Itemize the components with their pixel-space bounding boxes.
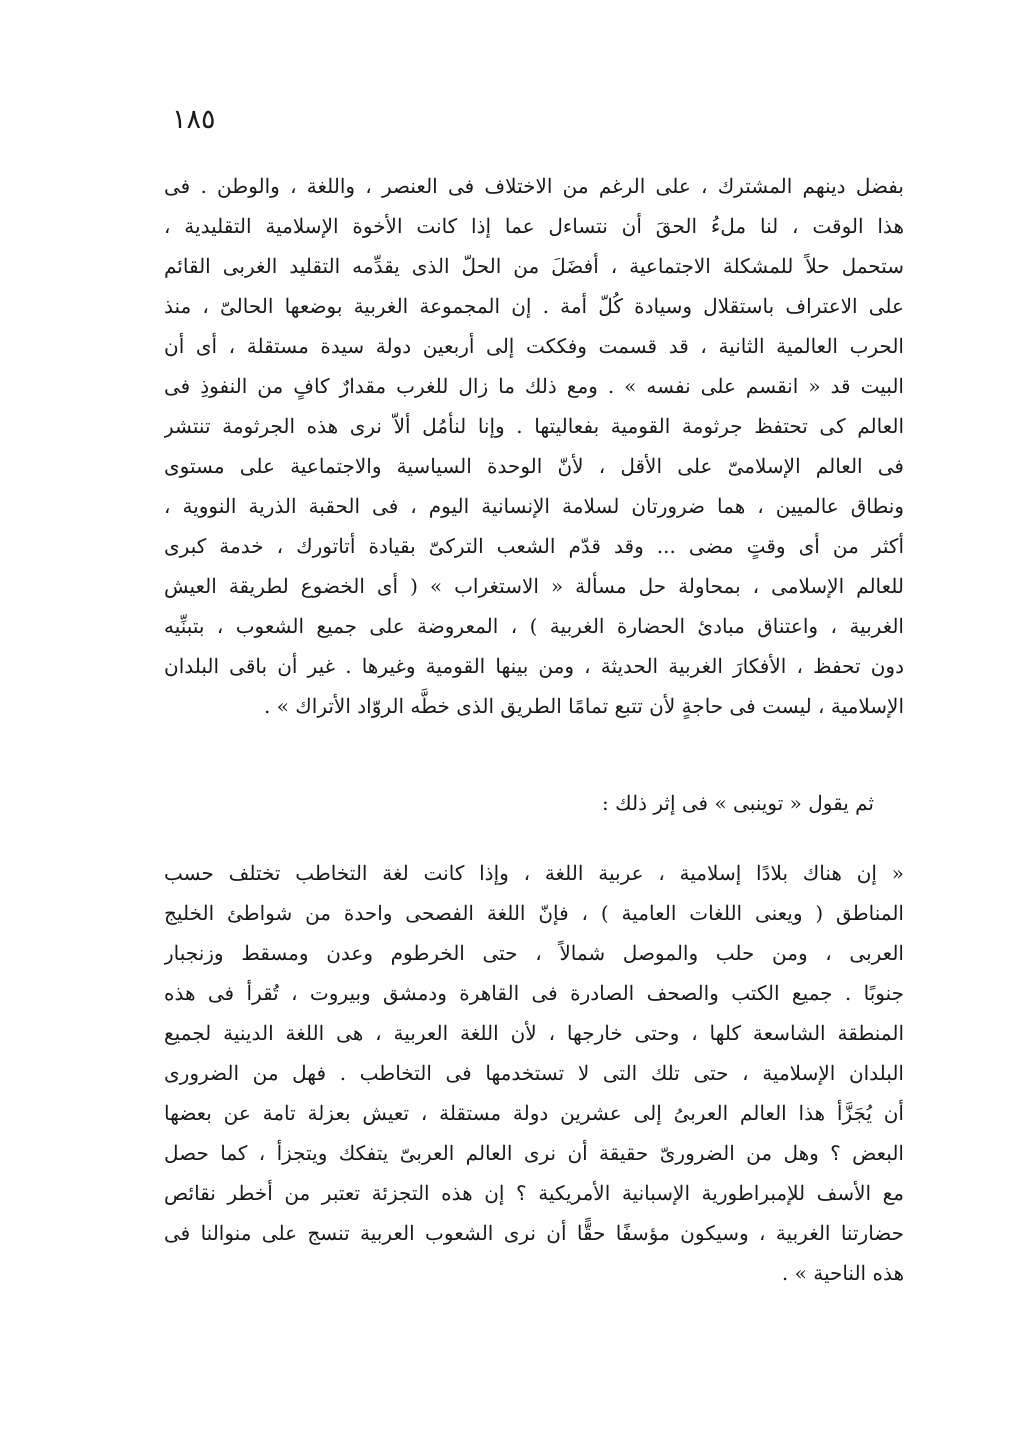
paragraph-line: للعالم الإسلامى ، بمحاولة حل مسألة « الاستغراب » ( أى الخضوع لطريقة العيش [164, 574, 904, 598]
paragraph-line: البيت قد « انقسم على نفسه » . ومع ذلك ما زال للغرب مقدارٌ كافٍ من النفوذِ فى [164, 374, 904, 398]
paragraph-line: جنوبًا . جميع الكتب والصحف الصادرة فى القاهرة ودمشق وبيروت ، تُقرأ فى هذه [164, 981, 904, 1005]
paragraph-line: العربى ، ومن حلب والموصل شمالاً ، حتى الخرطوم وعدن ومسقط وزنجبار [164, 941, 904, 965]
paragraph-line: هذه الناحية » . [781, 1261, 904, 1285]
paragraph-line: « إن هناك بلادًا إسلامية ، عربية اللغة ، وإذا كانت لغة التخاطب تختلف حسب [164, 861, 904, 885]
paragraph-line: أن يُجَزَّأ هذا العالم العربىُ إلى عشرين دولة مستقلة ، تعيش بعزلة تامة عن بعضها [164, 1101, 904, 1125]
paragraph-line: بفضل دينهم المشترك ، على الرغم من الاختلاف فى العنصر ، واللغة ، والوطن . فى [164, 174, 904, 198]
quote-intro [164, 783, 874, 823]
paragraph-line: أكثر من أى وقتٍ مضى ... وقد قدّم الشعب التركىّ بقيادة أتاتورك ، خدمة كبرى [164, 534, 904, 558]
paragraph-1 [164, 166, 904, 726]
paragraph-line: العالم كى تحتفظ جرثومة القومية بفعاليتها . وإنا لنأمُل ألاّ نرى هذه الجرثومة تنتشر [164, 414, 904, 438]
paragraph-line: البلدان الإسلامية ، حتى تلك التى لا تستخدمها فى التخاطب . فهل من الضرورى [164, 1061, 904, 1085]
paragraph-line: الحرب العالمية الثانية ، قد قسمت وفككت إلى أربعين دولة سيدة مستقلة ، أى أن [164, 334, 904, 358]
paragraph-line: الغربية ، واعتناق مبادئ الحضارة الغربية ) ، المعروضة على جميع الشعوب ، بتبنِّيه [164, 614, 904, 638]
paragraph-line: فى العالم الإسلامىّ على الأقل ، لأنّ الوحدة السياسية والاجتماعية على مستوى [164, 454, 904, 478]
paragraph-line: الإسلامية ، ليست فى حاجةٍ لأن تتبع تمامًا الطريق الذى خطَّه الروّاد الأتراك » . [263, 694, 904, 718]
paragraph-line: المناطق ( ويعنى اللغات العامية ) ، فإنّ اللغة الفصحى واحدة من شواطئ الخليج [164, 901, 904, 925]
paragraph-line: مع الأسف للإمبراطورية الإسبانية الأمريكية ؟ إن هذه التجزئة تعتبر من أخطر نقائص [164, 1181, 904, 1205]
paragraph-line: ونطاق عالميين ، هما ضرورتان لسلامة الإنسانية اليوم ، فى الحقبة الذرية النووية ، [164, 494, 904, 518]
paragraph-line: ستحمل حلاً للمشكلة الاجتماعية ، أفضَلَ من الحلّ الذى يقدِّمه التقليد الغربى القائم [164, 254, 904, 278]
paragraph-line: المنطقة الشاسعة كلها ، وحتى خارجها ، لأن اللغة العربية ، هى اللغة الدينية لجميع [164, 1021, 904, 1045]
paragraph-2-quote [164, 853, 904, 1293]
paragraph-line: حضارتنا الغربية ، وسيكون مؤسفًا حقًّا أن نرى الشعوب العربية تنسج على منوالنا فى [164, 1221, 904, 1245]
page-number: ١٨٥ [172, 104, 216, 135]
paragraph-line: البعض ؟ وهل من الضرورىّ حقيقة أن نرى العالم العربىّ يتفكك ويتجزأ ، كما حصل [164, 1141, 904, 1165]
paragraph-line: على الاعتراف باستقلال وسيادة كُلّ أمة . إن المجموعة الغربية بوضعها الحالىّ ، منذ [164, 294, 904, 318]
paragraph-line: هذا الوقت ، لنا ملءُ الحقَ أن نتساءل عما إذا كانت الأخوة الإسلامية التقليدية ، [164, 214, 904, 238]
quote-intro-line: ثم يقول « توينبى » فى إثر ذلك : [602, 791, 874, 815]
paragraph-line: دون تحفظ ، الأفكارَ الغربية الحديثة ، ومن بينها القومية وغيرها . غير أن باقى البلدان [164, 654, 904, 678]
